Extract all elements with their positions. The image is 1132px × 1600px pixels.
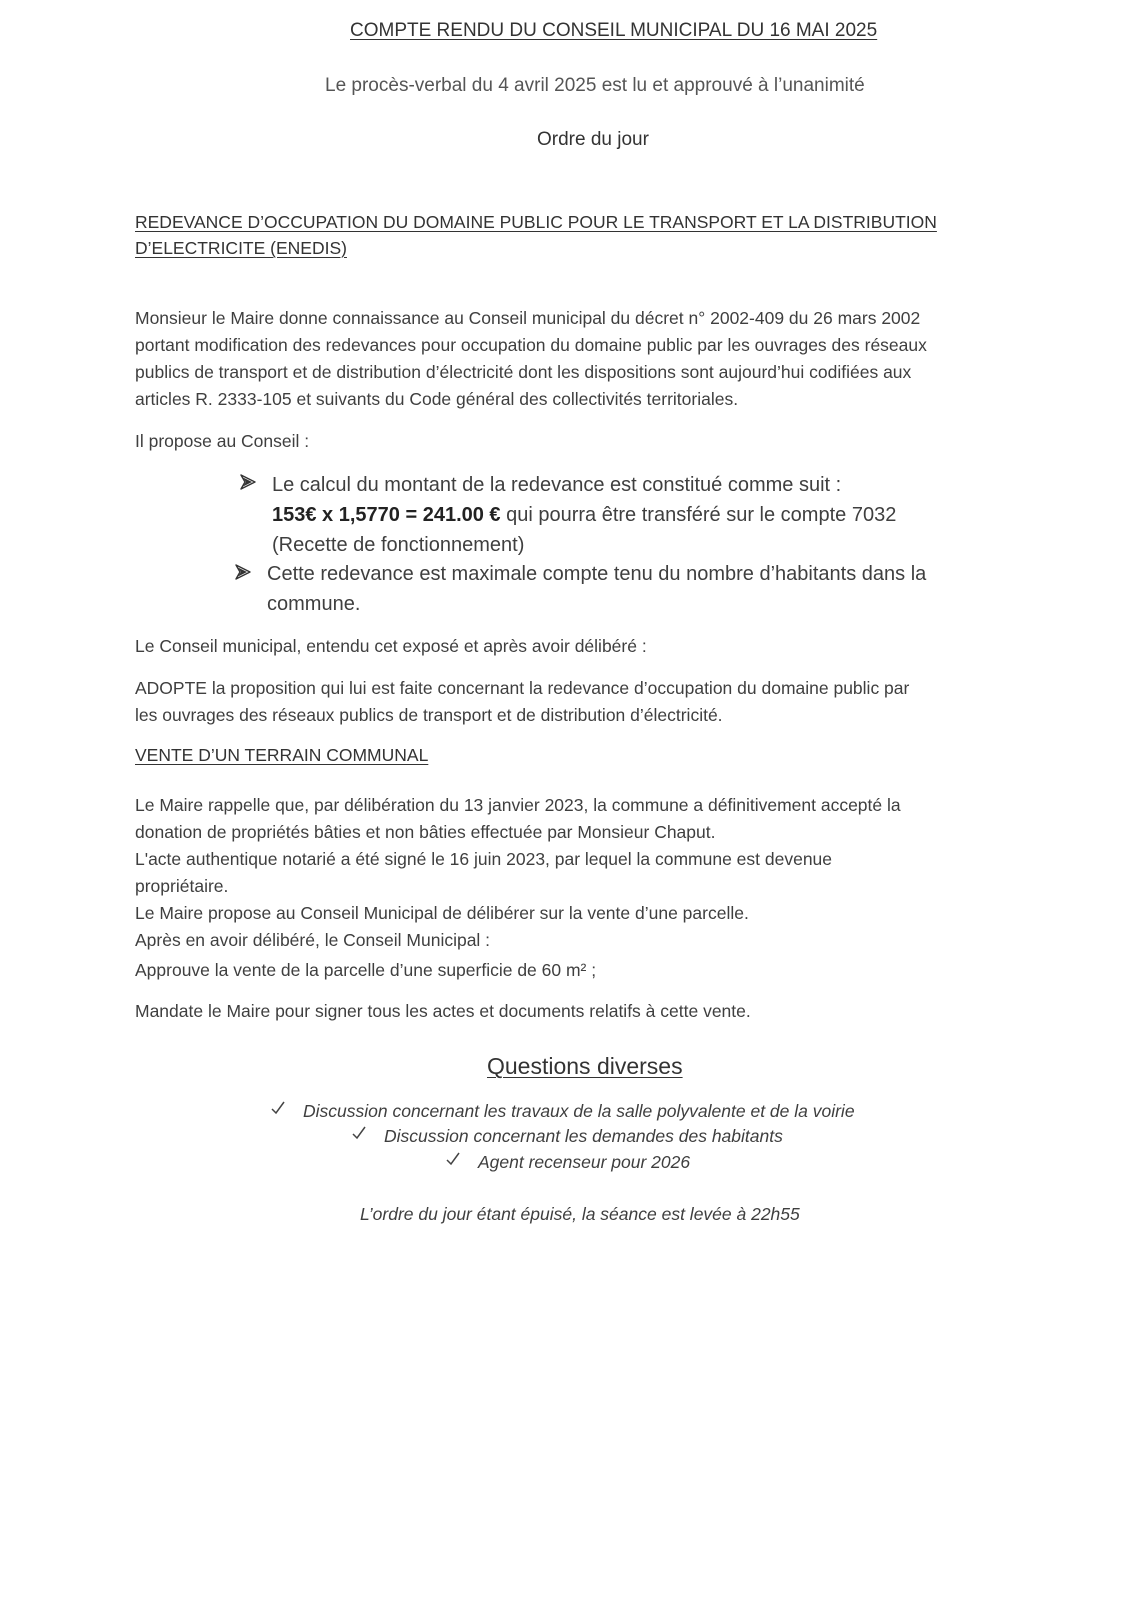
mandate-mayor: Mandate le Maire pour signer tous les actes et documents relatifs à cette vente. xyxy=(135,1001,751,1021)
document-title: COMPTE RENDU DU CONSEIL MUNICIPAL DU 16 MAI 2025 xyxy=(350,20,878,41)
vente-line1: Le Maire rappelle que, par délibération du 13 janvier 2023, la commune a définitivement accepté la xyxy=(135,795,901,815)
approval-parcel: Approuve la vente de la parcelle d’une superficie de 60 m² ; xyxy=(135,960,597,980)
approval-statement: Le procès-verbal du 4 avril 2025 est lu et approuvé à l’unanimité xyxy=(325,75,865,96)
vente-line5: Le Maire propose au Conseil Municipal de délibérer sur la vente d’une parcelle. xyxy=(135,903,749,923)
calculation-formula: 153€ x 1,5770 = 241.00 € xyxy=(272,504,501,526)
proposal-intro: Il propose au Conseil : xyxy=(135,431,310,451)
arrowhead-bullet-icon xyxy=(240,474,256,495)
section-heading-redevance-line2: D’ELECTRICITE (ENEDIS) xyxy=(135,238,347,258)
calculation-account: qui pourra être transféré sur le compte 7032 xyxy=(500,504,897,526)
bullet-calculation-line2 xyxy=(272,500,896,530)
vente-line2: donation de propriétés bâties et non bâties effectuée par Monsieur Chaput. xyxy=(135,822,716,842)
question-item-1: Discussion concernant les travaux de la salle polyvalente et de la voirie xyxy=(303,1101,855,1121)
check-mark-icon xyxy=(445,1151,461,1172)
arrowhead-bullet-icon xyxy=(235,564,251,585)
check-mark-icon xyxy=(270,1100,286,1121)
bullet-maximum-line2: commune. xyxy=(267,593,361,615)
vente-line3: L'acte authentique notarié a été signé le 16 juin 2023, par lequel la commune est devenue xyxy=(135,849,833,869)
paragraph-decree-line1: Monsieur le Maire donne connaissance au Conseil municipal du décret n° 2002-409 du 26 mars 2002 xyxy=(135,308,921,328)
check-mark-icon xyxy=(351,1125,367,1146)
paragraph-decree-line2: portant modification des redevances pour occupation du domaine public par les ouvrages des réseaux xyxy=(135,335,927,355)
paragraph-decree-line3: publics de transport et de distribution d’électricité dont les dispositions sont aujourd’hui codifiées aux xyxy=(135,362,912,382)
question-item-3: Agent recenseur pour 2026 xyxy=(478,1152,691,1172)
bullet-maximum-line1: Cette redevance est maximale compte tenu du nombre d’habitants dans la xyxy=(267,563,927,585)
bullet-calculation-line1: Le calcul du montant de la redevance est constitué comme suit : xyxy=(272,474,842,496)
bullet-calculation-line3: (Recette de fonctionnement) xyxy=(272,534,525,556)
vente-line6: Après en avoir délibéré, le Conseil Municipal : xyxy=(135,930,491,950)
questions-heading: Questions diverses xyxy=(487,1053,683,1079)
paragraph-decree-line4: articles R. 2333-105 et suivants du Code général des collectivités territoriales. xyxy=(135,389,739,409)
agenda-heading: Ordre du jour xyxy=(537,129,649,150)
adoption-line1: ADOPTE la proposition qui lui est faite concernant la redevance d’occupation du domaine public par xyxy=(135,678,910,698)
question-item-2: Discussion concernant les demandes des habitants xyxy=(384,1126,783,1146)
council-deliberation: Le Conseil municipal, entendu cet exposé et après avoir délibéré : xyxy=(135,636,647,656)
closing-statement: L’ordre du jour étant épuisé, la séance est levée à 22h55 xyxy=(360,1204,800,1224)
section-heading-vente: VENTE D’UN TERRAIN COMMUNAL xyxy=(135,745,429,765)
adoption-line2: les ouvrages des réseaux publics de transport et de distribution d’électricité. xyxy=(135,705,723,725)
vente-line4: propriétaire. xyxy=(135,876,229,896)
section-heading-redevance-line1: REDEVANCE D’OCCUPATION DU DOMAINE PUBLIC POUR LE TRANSPORT ET LA DISTRIBUTION xyxy=(135,212,937,232)
